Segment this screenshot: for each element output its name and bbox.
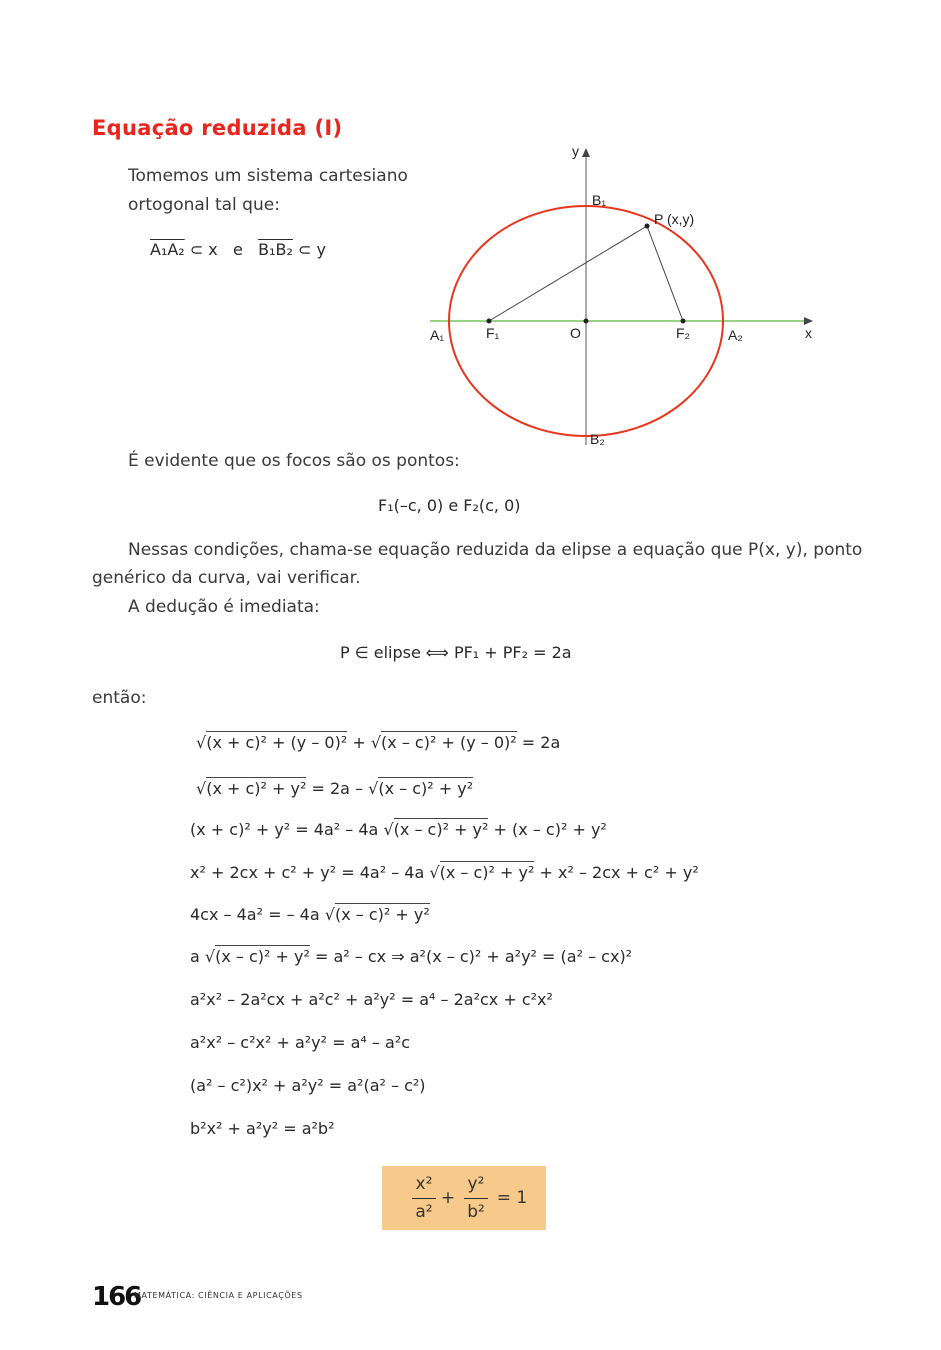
result-equals-one: = 1 bbox=[496, 1188, 528, 1208]
step-6-rhs: = a² – cx ⇒ a²(x – c)² + a²y² = (a² – cx)² bbox=[315, 947, 633, 966]
label-a2: A₂ bbox=[728, 327, 743, 343]
step-3-rhs: + (x – c)² + y² bbox=[493, 820, 607, 839]
step-6-a: a bbox=[190, 947, 200, 966]
label-y: y bbox=[572, 143, 579, 159]
sqrt-icon: √ bbox=[324, 905, 335, 924]
label-b2: B₂ bbox=[590, 431, 605, 447]
step-5 bbox=[190, 905, 430, 924]
step-5-lhs: 4cx – 4a² = – 4a bbox=[190, 905, 320, 924]
point-p bbox=[645, 224, 650, 229]
result-equation-box bbox=[382, 1166, 546, 1230]
paragraph-1-line-1: Nessas condições, chama-se equação reduzida da elipse a equação que P(x, y), ponto bbox=[128, 540, 863, 560]
step-6 bbox=[190, 947, 632, 966]
sqrt-icon: √ bbox=[196, 733, 207, 752]
label-b1: B₁ bbox=[592, 192, 607, 208]
step-8: a²x² – c²x² + a²y² = a⁴ – a²c bbox=[190, 1033, 411, 1052]
result-num-x: x² bbox=[415, 1174, 433, 1194]
radicand: (x + c)² + (y – 0)² bbox=[206, 733, 348, 752]
book-title: MATEMÁTICA: CIÊNCIA E APLICAÇÕES bbox=[134, 1291, 303, 1300]
radicand: (x + c)² + y² bbox=[206, 779, 307, 798]
focus-f2-point bbox=[681, 319, 686, 324]
radicand: (x – c)² + y² bbox=[439, 863, 535, 882]
step-1 bbox=[196, 733, 560, 752]
radicand: (x – c)² + y² bbox=[215, 947, 310, 966]
step-9: (a² – c²)x² + a²y² = a²(a² – c²) bbox=[190, 1076, 426, 1095]
sqrt-icon: √ bbox=[429, 863, 440, 882]
label-o: O bbox=[570, 325, 581, 341]
sqrt-icon: √ bbox=[383, 820, 394, 839]
sqrt-icon: √ bbox=[368, 779, 379, 798]
result-den-a: a² bbox=[415, 1202, 433, 1222]
origin-point bbox=[584, 319, 589, 324]
page-number: 166 bbox=[92, 1282, 141, 1312]
radicand: (x – c)² + y² bbox=[393, 820, 489, 839]
paragraph-1-line-2: genérico da curva, vai verificar. bbox=[92, 568, 361, 588]
intro-line-2: ortogonal tal que: bbox=[128, 195, 280, 215]
subset-x: ⊂ x bbox=[189, 240, 218, 259]
entao-label: então: bbox=[92, 688, 147, 708]
step-4-lhs: x² + 2cx + c² + y² = 4a² – 4a bbox=[190, 863, 425, 882]
step-3-lhs: (x + c)² + y² = 4a² – 4a bbox=[190, 820, 379, 839]
step-2 bbox=[196, 779, 473, 798]
step-4 bbox=[190, 863, 699, 882]
foci-points: F₁(–c, 0) e F₂(c, 0) bbox=[378, 496, 521, 515]
plus: + bbox=[352, 733, 366, 752]
foci-text: É evidente que os focos são os pontos: bbox=[128, 451, 460, 471]
equals-2a: = 2a bbox=[521, 733, 561, 752]
sqrt-icon: √ bbox=[204, 947, 216, 966]
x-axis-arrow-icon bbox=[804, 317, 813, 325]
fraction-bar bbox=[464, 1198, 488, 1199]
segment-pf1 bbox=[489, 226, 647, 321]
label-a1: A₁ bbox=[430, 327, 445, 343]
segment-a1a2: A₁A₂ bbox=[150, 240, 185, 259]
ellipse-graph bbox=[400, 140, 830, 460]
paragraph-2: A dedução é imediata: bbox=[128, 597, 320, 617]
segment-condition bbox=[150, 240, 326, 259]
label-x: x bbox=[805, 325, 812, 341]
step-4-rhs: + x² – 2cx + c² + y² bbox=[539, 863, 699, 882]
segment-pf2 bbox=[647, 226, 683, 321]
result-plus: + bbox=[440, 1188, 456, 1208]
ellipse-definition: P ∈ elipse ⟺ PF₁ + PF₂ = 2a bbox=[340, 643, 572, 662]
fraction-bar bbox=[412, 1198, 436, 1199]
radicand: (x – c)² + y² bbox=[378, 779, 474, 798]
section-title: Equação reduzida (I) bbox=[92, 116, 343, 140]
step-3 bbox=[190, 820, 607, 839]
label-f1: F₁ bbox=[486, 325, 500, 341]
focus-f1-point bbox=[487, 319, 492, 324]
subset-y: ⊂ y bbox=[298, 240, 326, 259]
radicand: (x – c)² + y² bbox=[334, 905, 430, 924]
y-axis-arrow-icon bbox=[582, 148, 590, 157]
label-p: P (x,y) bbox=[654, 211, 695, 227]
step-7: a²x² – 2a²cx + a²c² + a²y² = a⁴ – 2a²cx + c²x² bbox=[190, 990, 553, 1009]
radicand: (x – c)² + (y – 0)² bbox=[381, 733, 517, 752]
result-den-b: b² bbox=[467, 1202, 485, 1222]
sqrt-icon: √ bbox=[196, 779, 207, 798]
step-10: b²x² + a²y² = a²b² bbox=[190, 1119, 335, 1138]
result-num-y: y² bbox=[467, 1174, 485, 1194]
label-f2: F₂ bbox=[676, 325, 690, 341]
conjunction: e bbox=[233, 240, 243, 259]
step-2-mid: = 2a – bbox=[311, 779, 364, 798]
sqrt-icon: √ bbox=[370, 733, 382, 752]
intro-line-1: Tomemos um sistema cartesiano bbox=[128, 166, 408, 186]
segment-b1b2: B₁B₂ bbox=[258, 240, 293, 259]
